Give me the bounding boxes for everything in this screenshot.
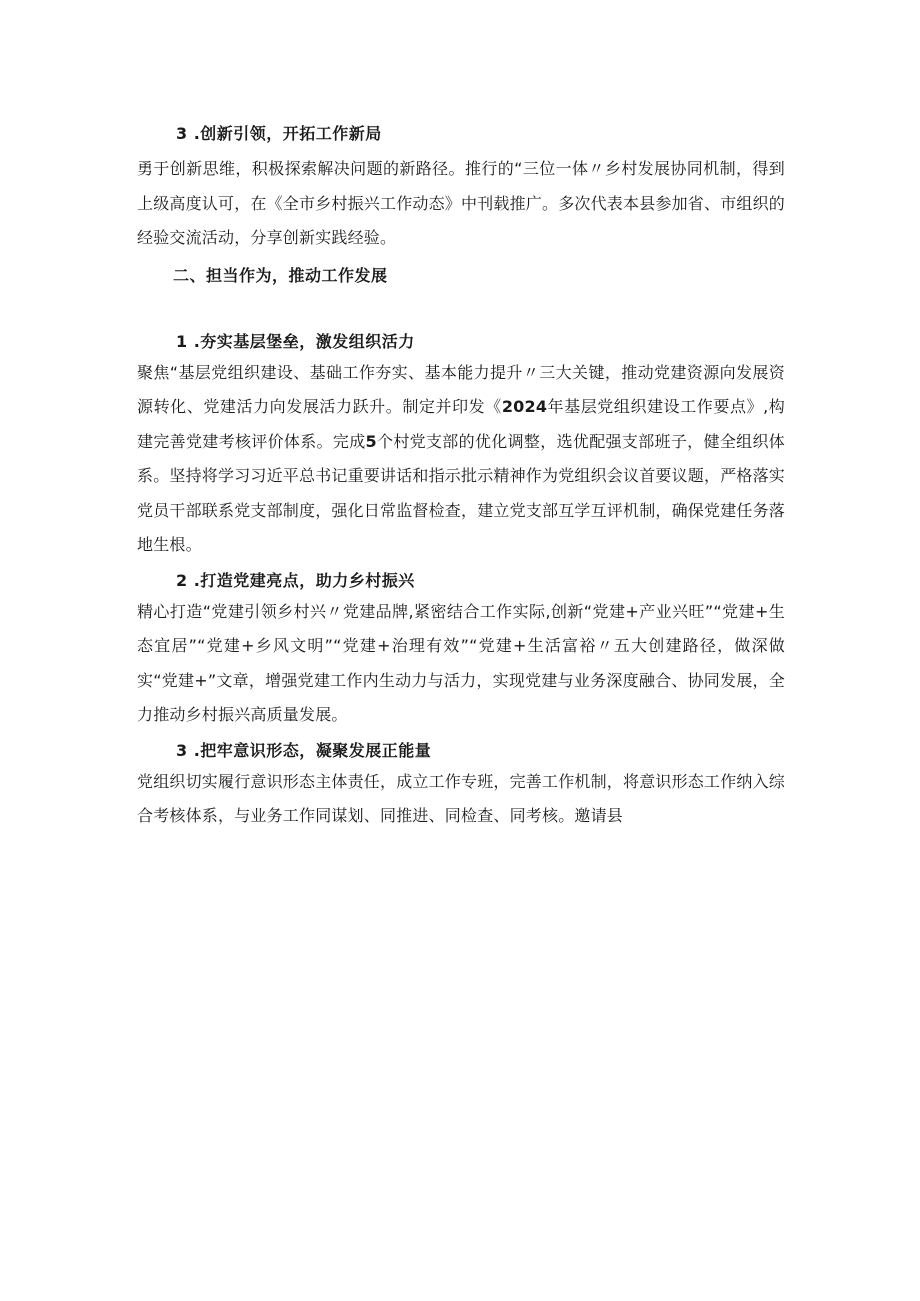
subheading-ideology: 3 .把牢意识形态，凝聚发展正能量 — [176, 740, 432, 760]
paragraph-base-text-3: 个村党支部的优化调整，选优配强支部班子，健全组织体系。坚持将学习习近平总书记重要讲话和指示批示精神作为党组织会议首要议题，严格落实党员干部联系党支部制度，强化日常监督检查，建立党支部互学互评机制，确保党建任务落地生根。 — [137, 431, 786, 554]
document-page — [137, 120, 785, 834]
paragraph-base-fortress — [137, 356, 785, 563]
paragraph-base-text-1: 聚焦“基层党组织建设、基础工作夯实、基本能力提升〃三大关键，推动党建资源向发展资源转化、党建活力向发展活力跃升。制定并印发《 — [137, 362, 785, 416]
subheading-innovation: 3 .创新引领，开拓工作新局 — [176, 124, 382, 143]
subheading-brand: 2 .打造党建亮点，助力乡村振兴 — [176, 570, 415, 590]
paragraph-innovation: 勇于创新思维，积极探索解决问题的新路径。推行的“三位一体〃乡村发展协同机制，得到上级高度认可，在《全市乡村振兴工作动态》中刊载推广。多次代表本县参加省、市组织的经验交流活动，分享创新实践经验。 — [137, 159, 786, 247]
year-number: 2024 — [501, 397, 548, 416]
paragraph-brand: 精心打造“党建引领乡村兴〃党建品牌,紧密结合工作实际,创新“党建+产业兴旺”“党建+生态宜居”“党建+乡风文明”“党建+治理有效”“党建+生活富裕〃五大创建路径，做深做实“党建+”文章，增强党建工作内生动力与活力，实现党建与业务深度融合、协同发展，全力推动乡村振兴高质量发展。 — [137, 601, 785, 724]
paragraph-ideology: 党组织切实履行意识形态主体责任，成立工作专班，完善工作机制，将意识形态工作纳入综合考核体系，与业务工作同谋划、同推进、同检查、同考核。邀请县 — [137, 771, 786, 825]
branch-count: 5 — [365, 431, 377, 451]
subheading-base-fortress: 1 .夯实基层堡垒，激发组织活力 — [176, 331, 415, 351]
section-heading-2: 二、担当作为，推动工作发展 — [173, 265, 388, 285]
paragraph-base-text-2: 年基层党组织建设工作要点》,构建完善党建考核评价体系。完成 — [137, 397, 785, 451]
